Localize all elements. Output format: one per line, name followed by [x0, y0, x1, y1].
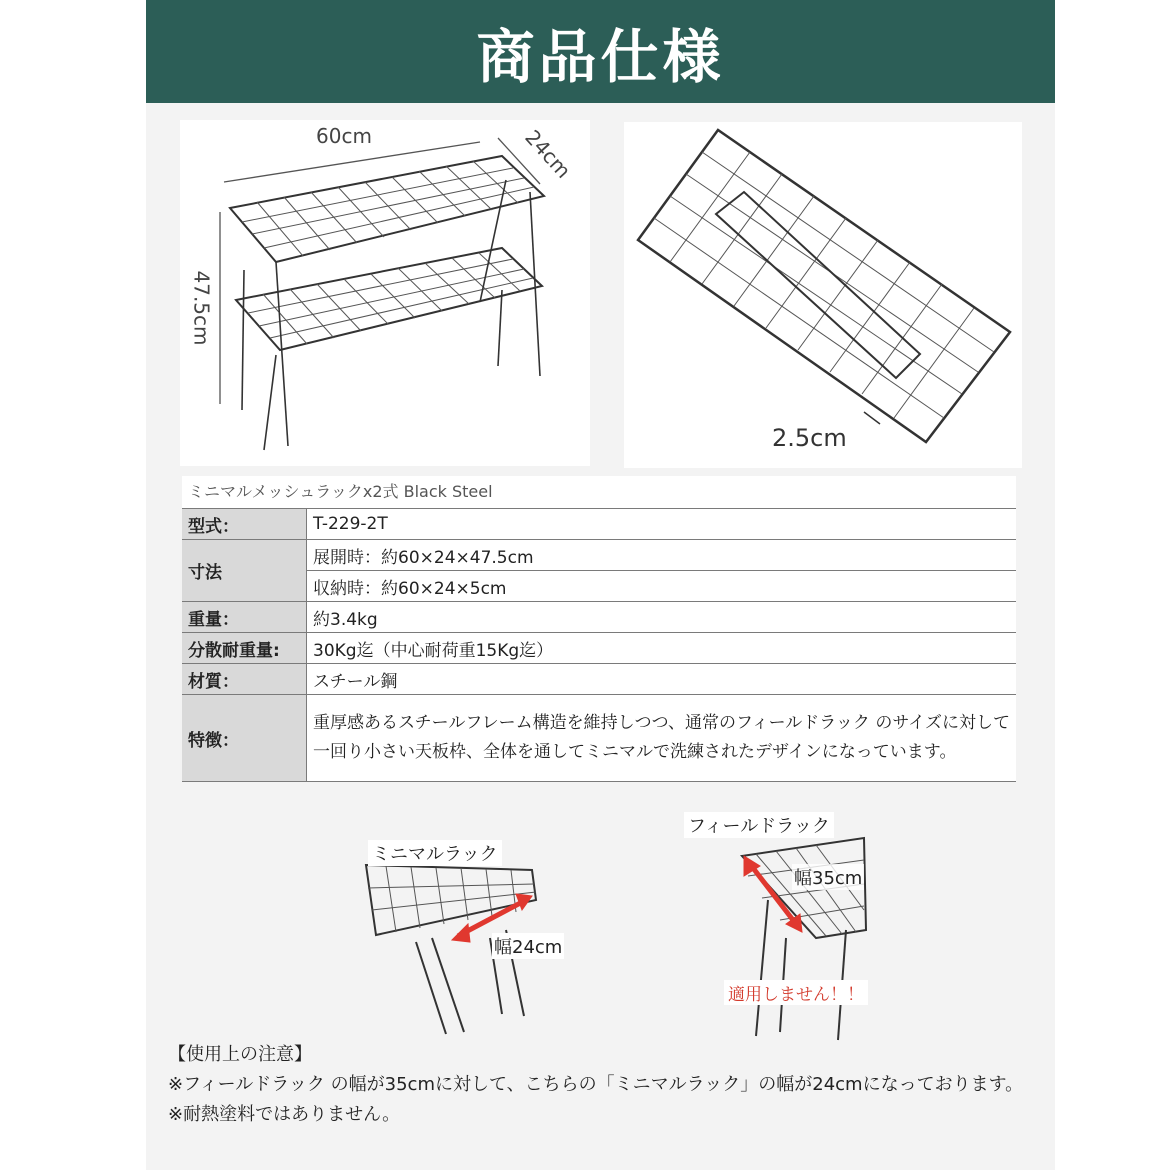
- spec-value: 展開時：約60×24×47.5cm: [307, 540, 1017, 571]
- table-row: [182, 633, 1016, 664]
- field-rack-width: 幅35cm: [792, 864, 864, 890]
- notes-heading: 【使用上の注意】: [168, 1044, 312, 1065]
- folded-shelf-illustration: [624, 122, 1022, 468]
- product-spec-page: [146, 0, 1055, 1170]
- spec-key: 重量：: [182, 602, 307, 633]
- table-row: [182, 509, 1016, 540]
- not-applicable-warning: 適用しません！！: [724, 980, 868, 1005]
- title-banner: [146, 0, 1055, 103]
- table-row: [182, 602, 1016, 633]
- spec-table: [182, 476, 1016, 782]
- minimal-rack-label: ミニマルラック: [368, 840, 502, 866]
- rack-dimension-photo: [180, 120, 590, 466]
- spec-value: スチール鋼: [307, 664, 1017, 695]
- spec-key: 材質：: [182, 664, 307, 695]
- table-row: [182, 695, 1016, 782]
- folded-shelf-photo: [624, 122, 1022, 468]
- spec-value: 収納時：約60×24×5cm: [307, 571, 1017, 602]
- spec-value: 約3.4kg: [307, 602, 1017, 633]
- banner-title: 商品仕様: [476, 22, 725, 91]
- spec-value: 30Kg迄（中心耐荷重15Kg迄）: [307, 633, 1017, 664]
- two-tier-rack-illustration: [180, 120, 590, 466]
- field-rack-label: フィールドラック: [684, 812, 834, 838]
- notes-line-1: ※フィールドラック の幅が35cmに対して、こちらの「ミニマルラック」の幅が24cmになっております。: [168, 1074, 1024, 1095]
- spec-value: T-229-2T: [307, 509, 1017, 540]
- spec-value: 重厚感あるスチールフレーム構造を維持しつつ、通常のフィールドラック のサイズに対して一回り小さい天板枠、全体を通してミニマルで洗練されたデザインになっています。: [307, 695, 1017, 782]
- minimal-rack-width: 幅24cm: [492, 933, 564, 959]
- spec-title: ミニマルメッシュラックx2式 Black Steel: [188, 482, 493, 501]
- width-label: 60cm: [316, 124, 372, 148]
- spec-key: 特徴：: [182, 695, 307, 782]
- spec-key: 寸法: [182, 540, 307, 602]
- notes-line-2: ※耐熱塗料ではありません。: [168, 1104, 401, 1125]
- spec-key: 型式：: [182, 509, 307, 540]
- table-row: [182, 664, 1016, 695]
- thickness-label: 2.5cm: [772, 424, 847, 452]
- height-label: 47.5cm: [189, 270, 214, 346]
- table-row: [182, 571, 1016, 602]
- usage-notes: [168, 1040, 1048, 1130]
- depth-label: 24cm: [520, 125, 576, 183]
- table-row: [182, 540, 1016, 571]
- spec-key: 分散耐重量:: [182, 633, 307, 664]
